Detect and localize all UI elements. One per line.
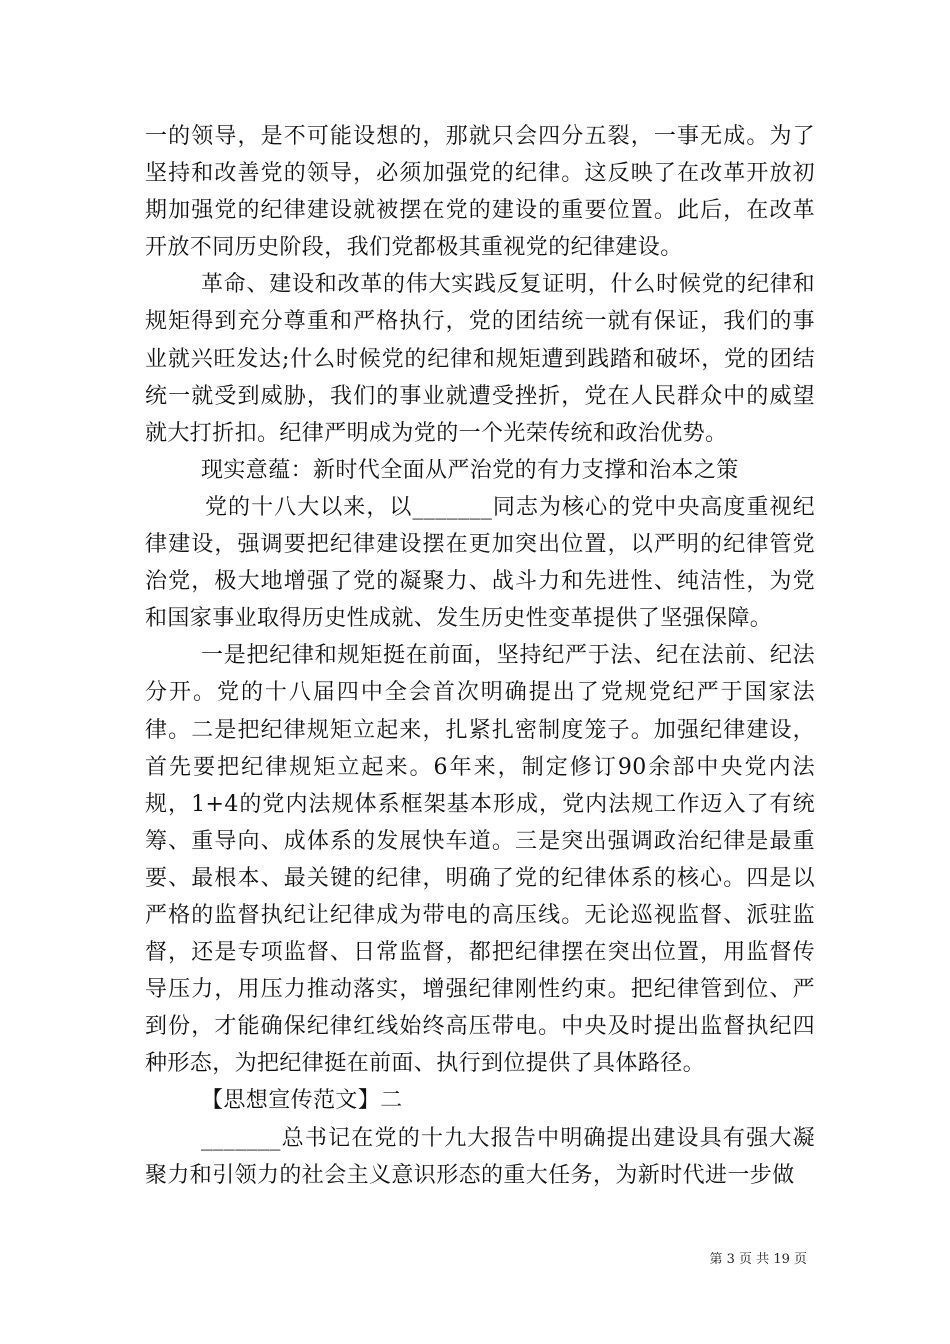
paragraph-continuation: 一的领导，是不可能设想的，那就只会四分五裂，一事无成。为了坚持和改善党的领导，必须加强党的纪律。这反映了在改革开放初期加强党的纪律建设就被摆在党的建设的重要位置。此后，在改革开放不同历史阶段，我们党都极其重视党的纪律建设。	[145, 124, 815, 261]
paragraph-nineteenth-congress: _______总书记在党的十九大报告中明确提出建设具有强大凝聚力和引领力的社会主义意识形态的重大任务，为新时代进一步做	[145, 1125, 815, 1188]
paragraph-eighteenth-congress: 党的十八大以来，以_______同志为核心的党中央高度重视纪律建设，强调要把纪律建设摆在更加突出位置，以严明的纪律管党治党，极大地增强了党的凝聚力、战斗力和先进性、纯洁性，为党和国家事业取得历史性成就、发生历史性变革提供了坚强保障。	[145, 494, 815, 632]
section-heading-sample-two: 【思想宣传范文】二	[201, 1088, 403, 1114]
paragraph-history-proof: 革命、建设和改革的伟大实践反复证明，什么时候党的纪律和规矩得到充分尊重和严格执行，党的团结统一就有保证，我们的事业就兴旺发达;什么时候党的纪律和规矩遭到践踏和破坏，党的团结统一就受到威胁，我们的事业就遭受挫折，党在人民群众中的威望就大打折扣。纪律严明成为党的一个光荣传统和政治优势。	[145, 272, 815, 446]
page-number-footer: 第 3 页 共 19 页	[709, 1252, 807, 1267]
document-body	[145, 118, 815, 1194]
section-heading-reality: 现实意蕴：新时代全面从严治党的有力支撑和治本之策	[201, 457, 739, 483]
paragraph-measures: 一是把纪律和规矩挺在前面，坚持纪严于法、纪在法前、纪法分开。党的十八届四中全会首次明确提出了党规党纪严于国家法律。二是把纪律规矩立起来，扎紧扎密制度笼子。加强纪律建设，首先要把纪律规矩立起来。6年来，制定修订90余部中央党内法规，1+4的党内法规体系框架基本形成，党内法规工作迈入了有统筹、重导向、成体系的发展快车道。三是突出强调政治纪律是最重要、最根本、最关键的纪律，明确了党的纪律体系的核心。四是以严格的监督执纪让纪律成为带电的高压线。无论巡视监督、派驻监督，还是专项监督、日常监督，都把纪律摆在突出位置，用监督传导压力，用压力推动落实，增强纪律刚性约束。把纪律管到位、严到份，才能确保纪律红线始终高压带电。中央及时提出监督执纪四种形态，为把纪律挺在前面、执行到位提供了具体路径。	[145, 643, 815, 1077]
